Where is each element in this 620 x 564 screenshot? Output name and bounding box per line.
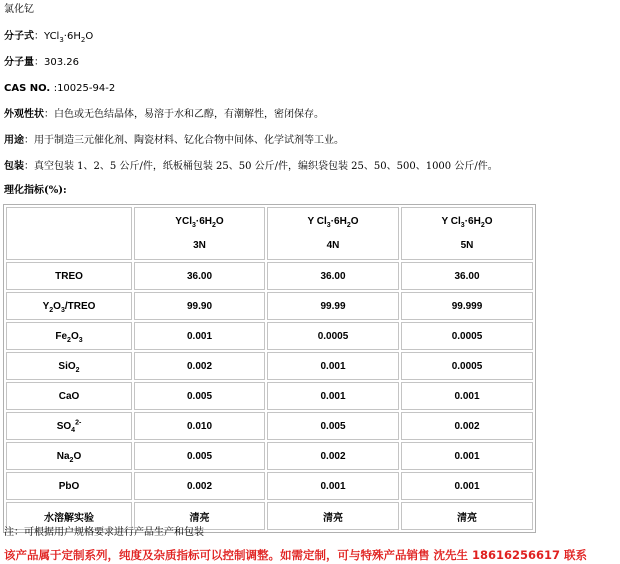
promo-text: 该产品属于定制系列，纯度及杂质指标可以控制调整。如需定制，可与特殊产品销售 沈先生 18616256617 联系 <box>4 548 588 562</box>
table-cell: 0.0005 <box>401 352 533 380</box>
table-cell: 0.005 <box>134 382 265 410</box>
header-cell <box>401 207 533 260</box>
row-label: $Na_2O$ <box>6 442 132 470</box>
footnote: 注：可根据用户规格要求进行产品生产和包装 <box>4 527 204 538</box>
product-name: 氯化钇 <box>4 4 34 15</box>
table-cell: 0.001 <box>401 442 533 470</box>
column-formula: Y $Cl_3\cdot 6H_2O$ <box>307 216 359 229</box>
table-header-row <box>6 207 533 260</box>
table-cell: 0.0005 <box>267 322 399 350</box>
table-cell: 清亮 <box>134 502 265 530</box>
formula-line: 分子式：$YCl_3\cdot 6H_2O$ <box>4 31 94 44</box>
formula-value: $YCl_3\cdot 6H_2O$ <box>44 31 94 44</box>
table-cell: 36.00 <box>267 262 399 290</box>
table-cell: 0.005 <box>267 412 399 440</box>
table-cell: 0.001 <box>401 382 533 410</box>
table-cell: 0.002 <box>134 472 265 500</box>
row-label: 水溶解实验 <box>6 502 132 530</box>
appearance-label: 外观性状 <box>4 109 44 120</box>
column-grade: 3N <box>193 240 206 251</box>
table-row <box>6 472 533 500</box>
table-cell: 99.999 <box>401 292 533 320</box>
column-formula: Y $Cl_3\cdot 6H_2O$ <box>441 216 493 229</box>
appearance-value: ：白色或无色结晶体，易溶于水和乙醇，有潮解性，密闭保存。 <box>44 109 324 120</box>
packing-label: 包装 <box>4 161 24 172</box>
table-cell: 清亮 <box>267 502 399 530</box>
table-cell: 0.001 <box>401 472 533 500</box>
weight-value: 303.26 <box>44 57 79 68</box>
column-grade: 5N <box>460 240 474 251</box>
cas-line <box>4 82 115 95</box>
row-label: $Y_2O_3$/TREO <box>6 292 132 320</box>
table-cell: 0.001 <box>134 322 265 350</box>
table-cell: 0.002 <box>401 412 533 440</box>
appearance-line <box>4 108 324 121</box>
table-cell: 99.99 <box>267 292 399 320</box>
table-cell: 0.010 <box>134 412 265 440</box>
row-label: CaO <box>6 382 132 410</box>
table-row <box>6 262 533 290</box>
table-row <box>6 412 533 440</box>
weight-label: 分子量 <box>4 57 34 68</box>
table-cell: 99.90 <box>134 292 265 320</box>
table-row <box>6 352 533 380</box>
table-cell: 清亮 <box>401 502 533 530</box>
cas-label: CAS NO. <box>4 83 54 94</box>
spec-title: 理化指标(%): <box>4 185 67 196</box>
table-cell: 0.002 <box>267 442 399 470</box>
header-cell <box>267 207 399 260</box>
table-row <box>6 322 533 350</box>
column-formula: $YCl_3\cdot 6H_2O$ <box>175 216 224 229</box>
header-cell <box>134 207 265 260</box>
column-grade: 4N <box>326 240 340 251</box>
table-row <box>6 292 533 320</box>
row-label: PbO <box>6 472 132 500</box>
cas-value: :10025-94-2 <box>53 83 116 94</box>
packing-value: ：真空包装 1、2、5 公斤/件，纸板桶包装 25、50 公斤/件，编织袋包装 25、50、500、1000 公斤/件。 <box>24 161 498 172</box>
weight-line: 分子量：303.26 <box>4 57 79 68</box>
table-cell: 0.0005 <box>401 322 533 350</box>
table-cell: 0.005 <box>134 442 265 470</box>
table-cell: 0.001 <box>267 352 399 380</box>
row-label: SiO$_2$ <box>6 352 132 380</box>
usage-value: ：用于制造三元催化剂、陶瓷材料、钇化合物中间体、化学试剂等工业。 <box>24 135 344 146</box>
packing-line <box>4 160 498 173</box>
spec-table <box>3 204 536 533</box>
table-cell: 0.001 <box>267 472 399 500</box>
row-label: TREO <box>6 262 132 290</box>
formula-label: 分子式 <box>4 31 34 42</box>
usage-label: 用途 <box>4 135 24 146</box>
usage-line <box>4 134 344 147</box>
table-cell: 36.00 <box>134 262 265 290</box>
header-corner <box>6 207 132 260</box>
table-cell: 0.001 <box>267 382 399 410</box>
table-cell: 0.002 <box>134 352 265 380</box>
table-cell: 36.00 <box>401 262 533 290</box>
table-row <box>6 442 533 470</box>
table-row <box>6 382 533 410</box>
row-label: $Fe_2O_3$ <box>6 322 132 350</box>
row-label: $SO_4^{2-}$ <box>6 412 132 440</box>
